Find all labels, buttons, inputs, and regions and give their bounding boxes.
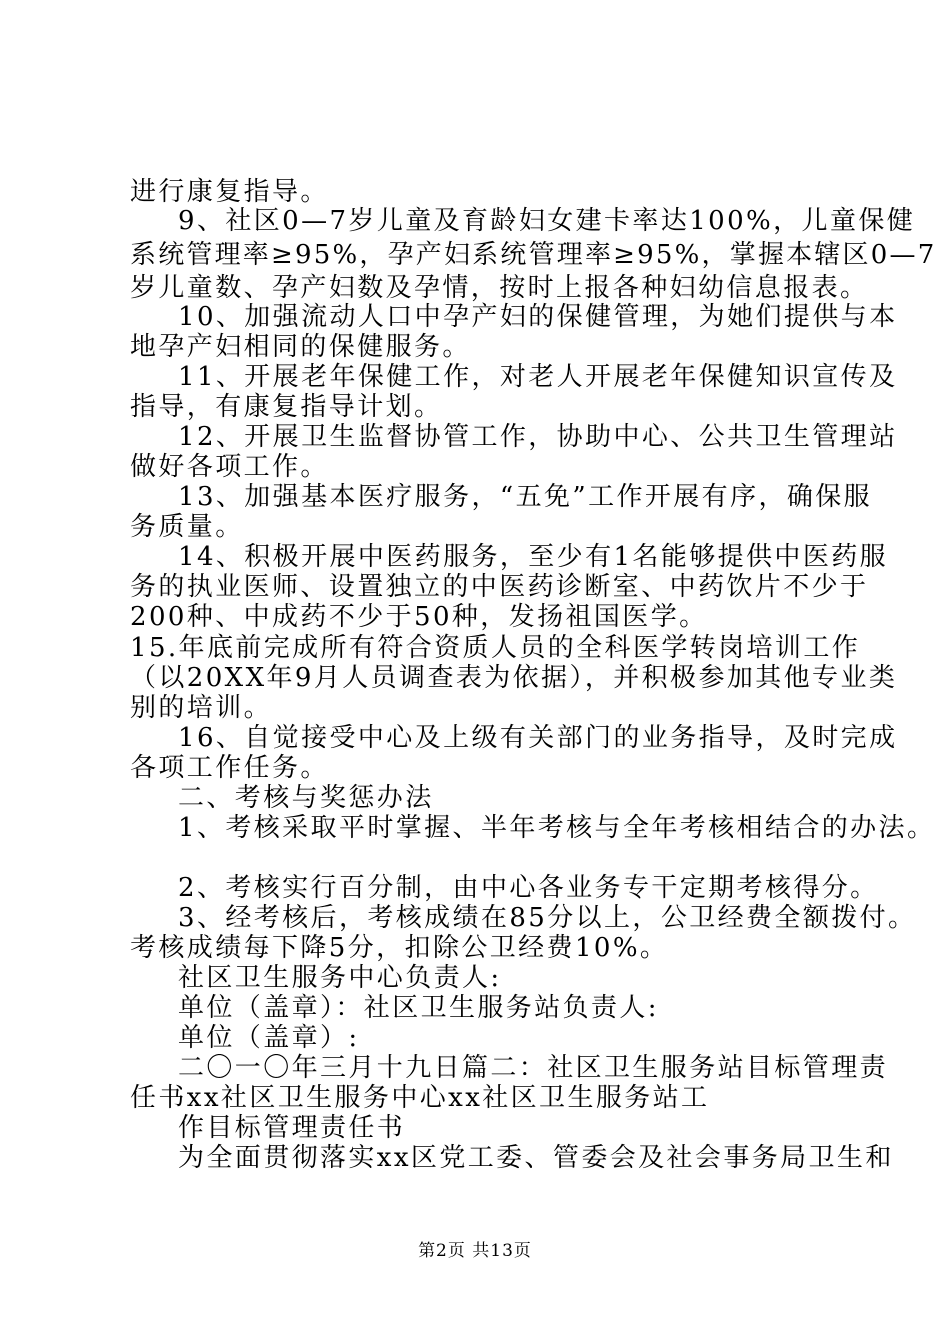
text-line: 岁儿童数、孕产妇数及孕情，按时上报各种妇幼信息报表。 [130,273,869,303]
text-line: 10、加强流动人口中孕产妇的保健管理，为她们提供与本 [178,302,898,332]
text-line: 1、考核采取平时掌握、半年考核与全年考核相结合的办法。 [178,813,936,843]
text-line: 作目标管理责任书 [178,1113,406,1143]
text-line: 务质量。 [130,512,244,542]
text-line: 200种、中成药不少于50种，发扬祖国医学。 [130,602,708,632]
text-line: 二〇一〇年三月十九日篇二：社区卫生服务站目标管理责 [178,1053,889,1083]
text-line: 单位（盖章）：社区卫生服务站负责人: [178,993,659,1023]
text-line: 2、考核实行百分制，由中心各业务专干定期考核得分。 [178,873,879,903]
text-line: 任书xx社区卫生服务中心xx社区卫生服务站工 [130,1083,710,1113]
text-line: 11、开展老年保健工作，对老人开展老年保健知识宣传及 [178,362,898,392]
page-footer: 第2页 共13页 [418,1241,532,1261]
text-line: 社区卫生服务中心负责人: [178,963,502,993]
text-line: 做好各项工作。 [130,452,329,482]
text-line: 单位（盖章）: [178,1023,360,1053]
text-line: 务的执业医师、设置独立的中医药诊断室、中药饮片不少于 [130,572,869,602]
text-line: 各项工作任务。 [130,753,329,783]
text-line: 14、积极开展中医药服务，至少有1名能够提供中医药服 [178,542,889,572]
text-line: 别的培训。 [130,693,273,723]
section-heading: 二、考核与奖惩办法 [178,783,434,813]
text-line: （以20XX年9月人员调查表为依据），并积极参加其他专业类 [130,663,898,693]
text-line: 系统管理率≥95%，孕产妇系统管理率≥95%，掌握本辖区0—7 [130,240,937,270]
text-line: 进行康复指导。 [130,177,329,207]
text-line: 指导，有康复指导计划。 [130,392,443,422]
text-line: 地孕产妇相同的保健服务。 [130,332,471,362]
text-line: 3、经考核后，考核成绩在85分以上，公卫经费全额拨付。 [178,903,917,933]
text-line: 16、自觉接受中心及上级有关部门的业务指导，及时完成 [178,723,898,753]
text-line: 考核成绩每下降5分，扣除公卫经费10%。 [130,933,669,963]
text-line: 9、社区0—7岁儿童及育龄妇女建卡率达100%，儿童保健 [178,206,916,236]
text-line: 12、开展卫生监督协管工作，协助中心、公共卫生管理站 [178,422,898,452]
text-line: 为全面贯彻落实xx区党工委、管委会及社会事务局卫生和 [178,1143,894,1173]
text-line: 13、加强基本医疗服务，“五免”工作开展有序，确保服 [178,482,873,512]
text-line: 15.年底前完成所有符合资质人员的全科医学转岗培训工作 [130,633,861,663]
